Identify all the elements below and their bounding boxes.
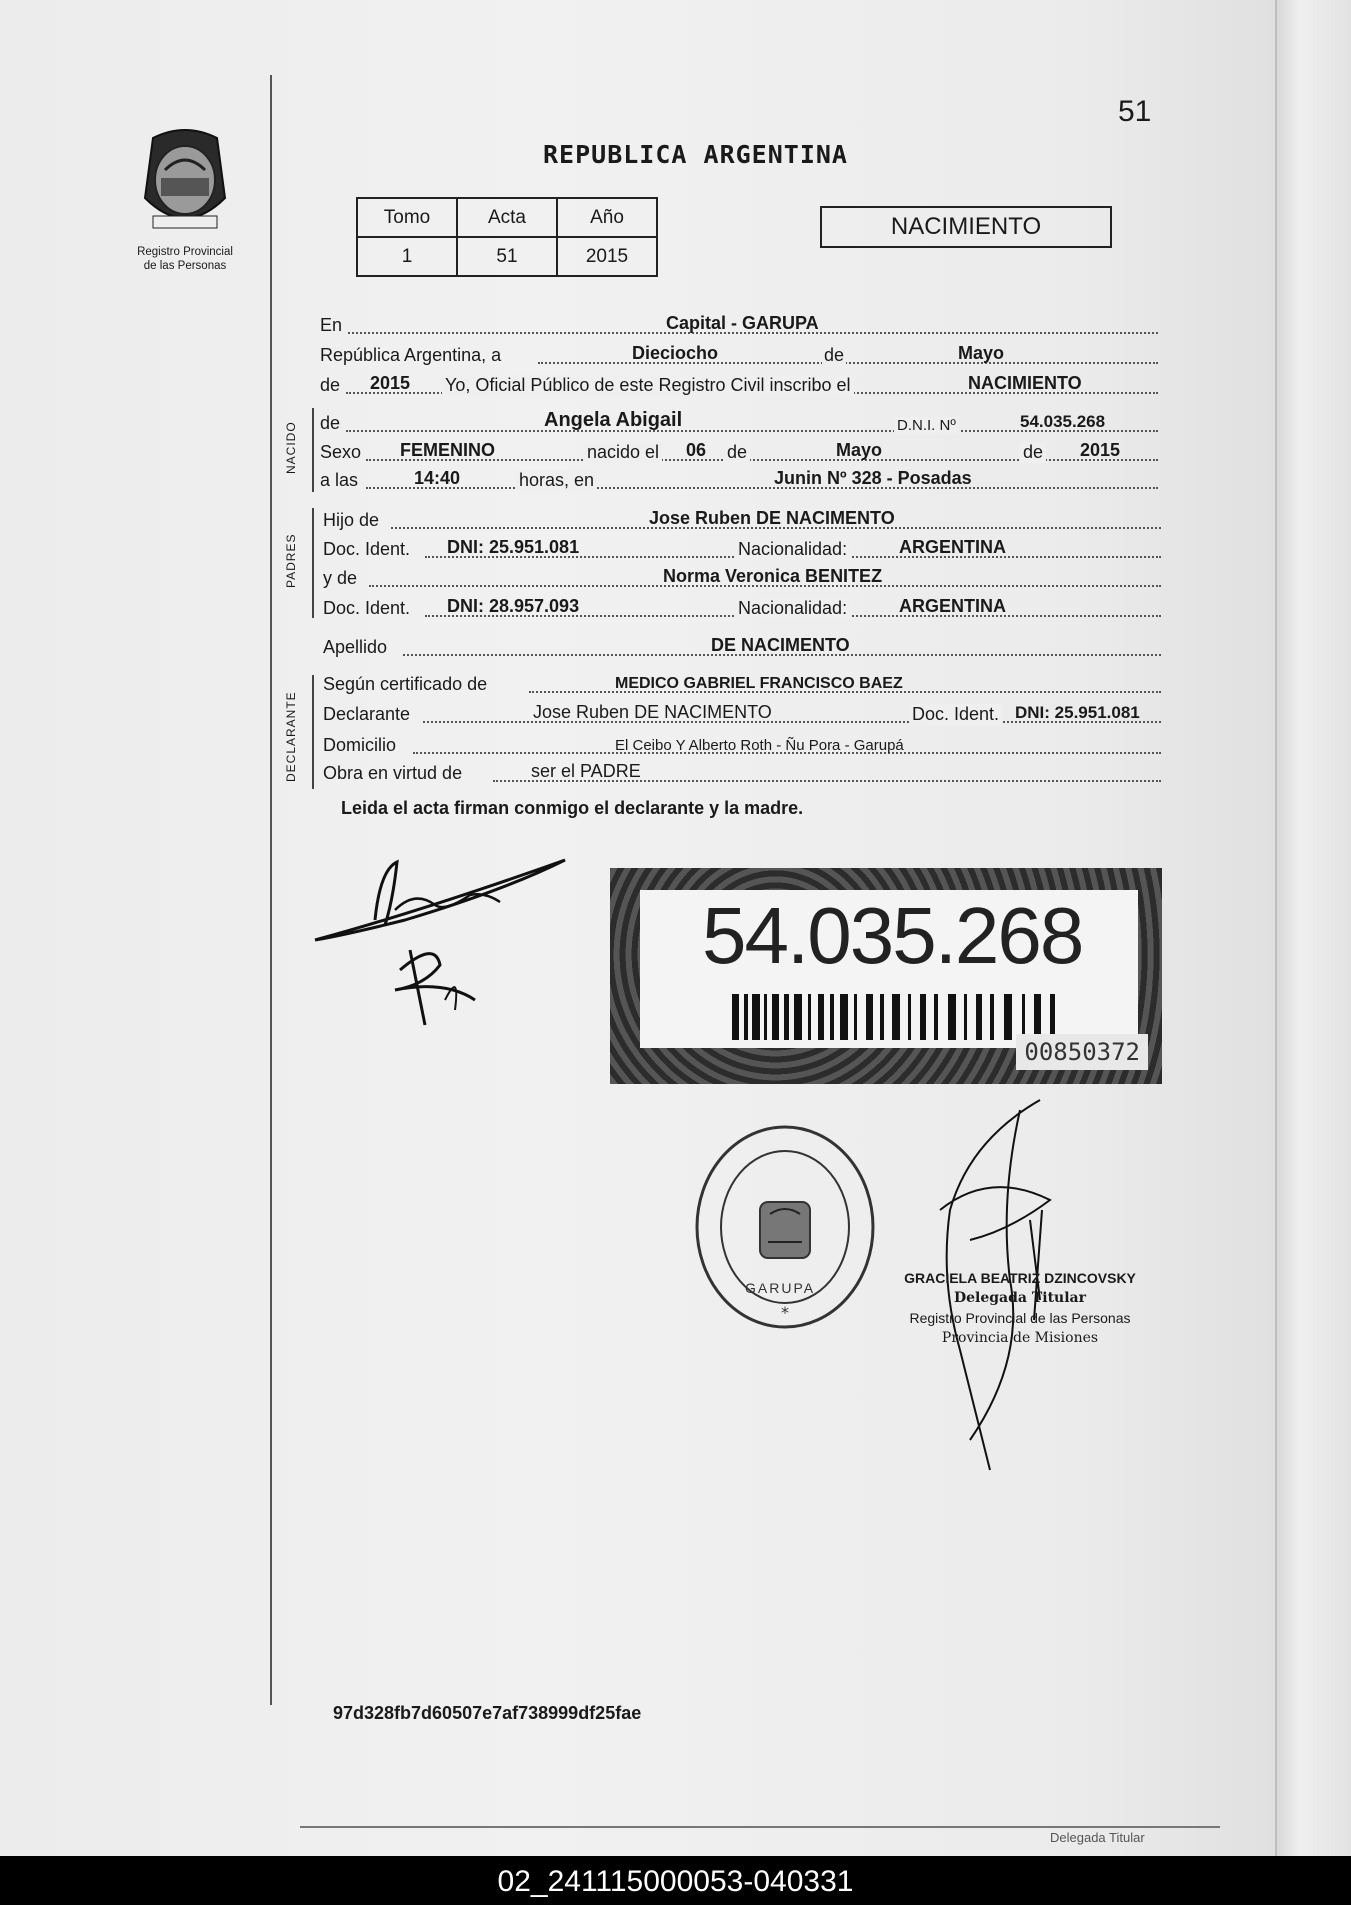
- dni-sticker: [610, 868, 1162, 1084]
- line-anio: [320, 374, 1160, 398]
- horas-en-label: horas, en: [516, 470, 597, 491]
- line-obra: [323, 762, 1163, 786]
- madre-value: Norma Veronica BENITEZ: [663, 566, 883, 586]
- anio-value: 2015: [557, 237, 657, 276]
- nombre-value: Angela Abigail: [544, 409, 683, 431]
- padres-side-label: PADRES: [284, 533, 298, 588]
- anio-inscripcion-value: 2015: [370, 373, 411, 393]
- line-en: [320, 314, 1160, 338]
- doc-ident-madre-label: Doc. Ident.: [323, 598, 411, 618]
- doc-declarante-value: DNI: 25.951.081: [1015, 703, 1140, 722]
- svg-text:*: *: [781, 1303, 789, 1322]
- republica-label: República Argentina, a: [320, 345, 502, 365]
- line-hijo-de: [323, 509, 1163, 533]
- declarante-value: Jose Ruben DE NACIMENTO: [533, 702, 772, 722]
- margin-line: [270, 75, 272, 1705]
- de-label: de: [824, 345, 845, 365]
- logo-caption-line2: de las Personas: [143, 260, 227, 272]
- signatory-block: [895, 1268, 1145, 1348]
- domicilio-label: Domicilio: [323, 735, 397, 755]
- document-type-box: NACIMIENTO: [820, 206, 1112, 248]
- mes-value: Mayo: [958, 343, 1005, 363]
- doc-ident-declarante-label: Doc. Ident.: [909, 704, 1002, 725]
- tomo-header: Tomo: [357, 198, 457, 237]
- signatory-name: GRACIELA BEATRIZ DZINCOVSKY: [904, 1270, 1136, 1286]
- sticker-label: [640, 890, 1138, 1048]
- nombre-label: de: [320, 413, 341, 433]
- line-y-de: [323, 567, 1163, 591]
- stamp-city: GARUPA: [745, 1280, 816, 1296]
- declarant-signature: [305, 850, 585, 1040]
- dotted-leader: [366, 487, 1158, 489]
- line-doc-madre: [323, 597, 1163, 621]
- barcode-icon: [732, 994, 1062, 1040]
- certificado-value: MEDICO GABRIEL FRANCISCO BAEZ: [615, 675, 903, 692]
- line-republica: [320, 344, 1160, 368]
- hijo-de-label: Hijo de: [323, 510, 380, 530]
- en-value: Capital - GARUPA: [666, 313, 819, 333]
- anio-header: Año: [557, 198, 657, 237]
- de-anio-label: de: [320, 375, 341, 395]
- acta-header: Acta: [457, 198, 557, 237]
- obra-value: ser el PADRE: [531, 761, 641, 781]
- line-sexo: [320, 441, 1160, 465]
- obra-label: Obra en virtud de: [323, 763, 463, 783]
- sexo-label: Sexo: [320, 442, 362, 462]
- signatory-province: Provincia de Misiones: [941, 1330, 1099, 1346]
- declarante-label: Declarante: [323, 704, 411, 724]
- logo-caption-line1: Registro Provincial: [137, 246, 233, 258]
- inscripcion-type-value: NACIMIENTO: [968, 373, 1082, 393]
- page-title: REPUBLICA ARGENTINA: [543, 140, 848, 169]
- y-de-label: y de: [323, 568, 358, 588]
- line-domicilio: [323, 734, 1163, 758]
- provincial-seal-icon: [135, 120, 235, 240]
- padres-brace: [312, 508, 314, 618]
- hora-value: 14:40: [414, 468, 461, 488]
- page-edge: [1275, 0, 1351, 1856]
- doc-padre-value: DNI: 25.951.081: [447, 537, 580, 557]
- line-apellido: [323, 636, 1163, 660]
- dotted-leader: [538, 362, 1158, 364]
- nacionalidad-madre-label: Nacionalidad:: [735, 598, 850, 619]
- dia-value: Dieciocho: [632, 343, 719, 363]
- registry-logo: [110, 120, 260, 273]
- dni-value: 54.035.268: [1020, 412, 1106, 431]
- doc-madre-value: DNI: 28.957.093: [447, 596, 580, 616]
- certificado-label: Según certificado de: [323, 674, 488, 694]
- de-anio-nac-label: de: [1020, 442, 1046, 463]
- dia-nacimiento-value: 06: [686, 440, 707, 460]
- registry-table: [356, 197, 658, 277]
- nacionalidad-padre-label: Nacionalidad:: [735, 539, 850, 560]
- line-declarante: [323, 703, 1163, 727]
- de-mes-label: de: [724, 442, 750, 463]
- line-nombre: [320, 409, 1160, 436]
- official-stamp-icon: [690, 1122, 880, 1332]
- line-doc-padre: [323, 538, 1163, 562]
- nacionalidad-madre-value: ARGENTINA: [899, 596, 1006, 616]
- nacido-el-label: nacido el: [584, 442, 662, 463]
- mes-nacimiento-value: Mayo: [836, 440, 883, 460]
- nacionalidad-padre-value: ARGENTINA: [899, 537, 1006, 557]
- apellido-value: DE NACIMENTO: [711, 635, 850, 655]
- signatory-office: Registro Provincial de las Personas: [909, 1310, 1131, 1326]
- acta-value: 51: [457, 237, 557, 276]
- a-las-label: a las: [320, 470, 359, 490]
- apellido-label: Apellido: [323, 637, 388, 657]
- lugar-nacimiento-value: Junin Nº 328 - Posadas: [774, 468, 972, 488]
- line-certificado: [323, 673, 1163, 697]
- signatory-role: Delegada Titular: [953, 1290, 1086, 1306]
- underlying-page-text: Delegada Titular: [1050, 1830, 1145, 1845]
- domicilio-value: El Ceibo Y Alberto Roth - Ñu Pora - Garupá: [615, 737, 904, 754]
- page-number: 51: [1118, 95, 1152, 128]
- declarante-brace: [312, 675, 314, 789]
- document-hash: 97d328fb7d60507e7af738999df25fae: [333, 1703, 642, 1723]
- padre-value: Jose Ruben DE NACIMENTO: [649, 508, 895, 528]
- dni-label: D.N.I. Nº: [894, 417, 959, 434]
- declarante-side-label: DECLARANTE: [284, 691, 298, 782]
- nacido-brace: [312, 408, 314, 492]
- sexo-value: FEMENINO: [400, 440, 496, 460]
- nacido-side-label: NACIDO: [284, 421, 298, 474]
- closing-statement: Leida el acta firman conmigo el declarante y la madre.: [341, 798, 804, 818]
- oficial-label: Yo, Oficial Público de este Registro Civil inscribo el: [442, 375, 854, 396]
- line-hora: [320, 469, 1160, 493]
- sticker-dni-number: 54.035.268: [702, 891, 1083, 980]
- tomo-value: 1: [357, 237, 457, 276]
- doc-ident-padre-label: Doc. Ident.: [323, 539, 411, 559]
- anio-nacimiento-value: 2015: [1080, 440, 1121, 460]
- scan-footer-id: 02_241115000053-040331: [497, 1865, 854, 1898]
- en-label: En: [320, 315, 343, 335]
- sticker-serial: 00850372: [1016, 1034, 1148, 1070]
